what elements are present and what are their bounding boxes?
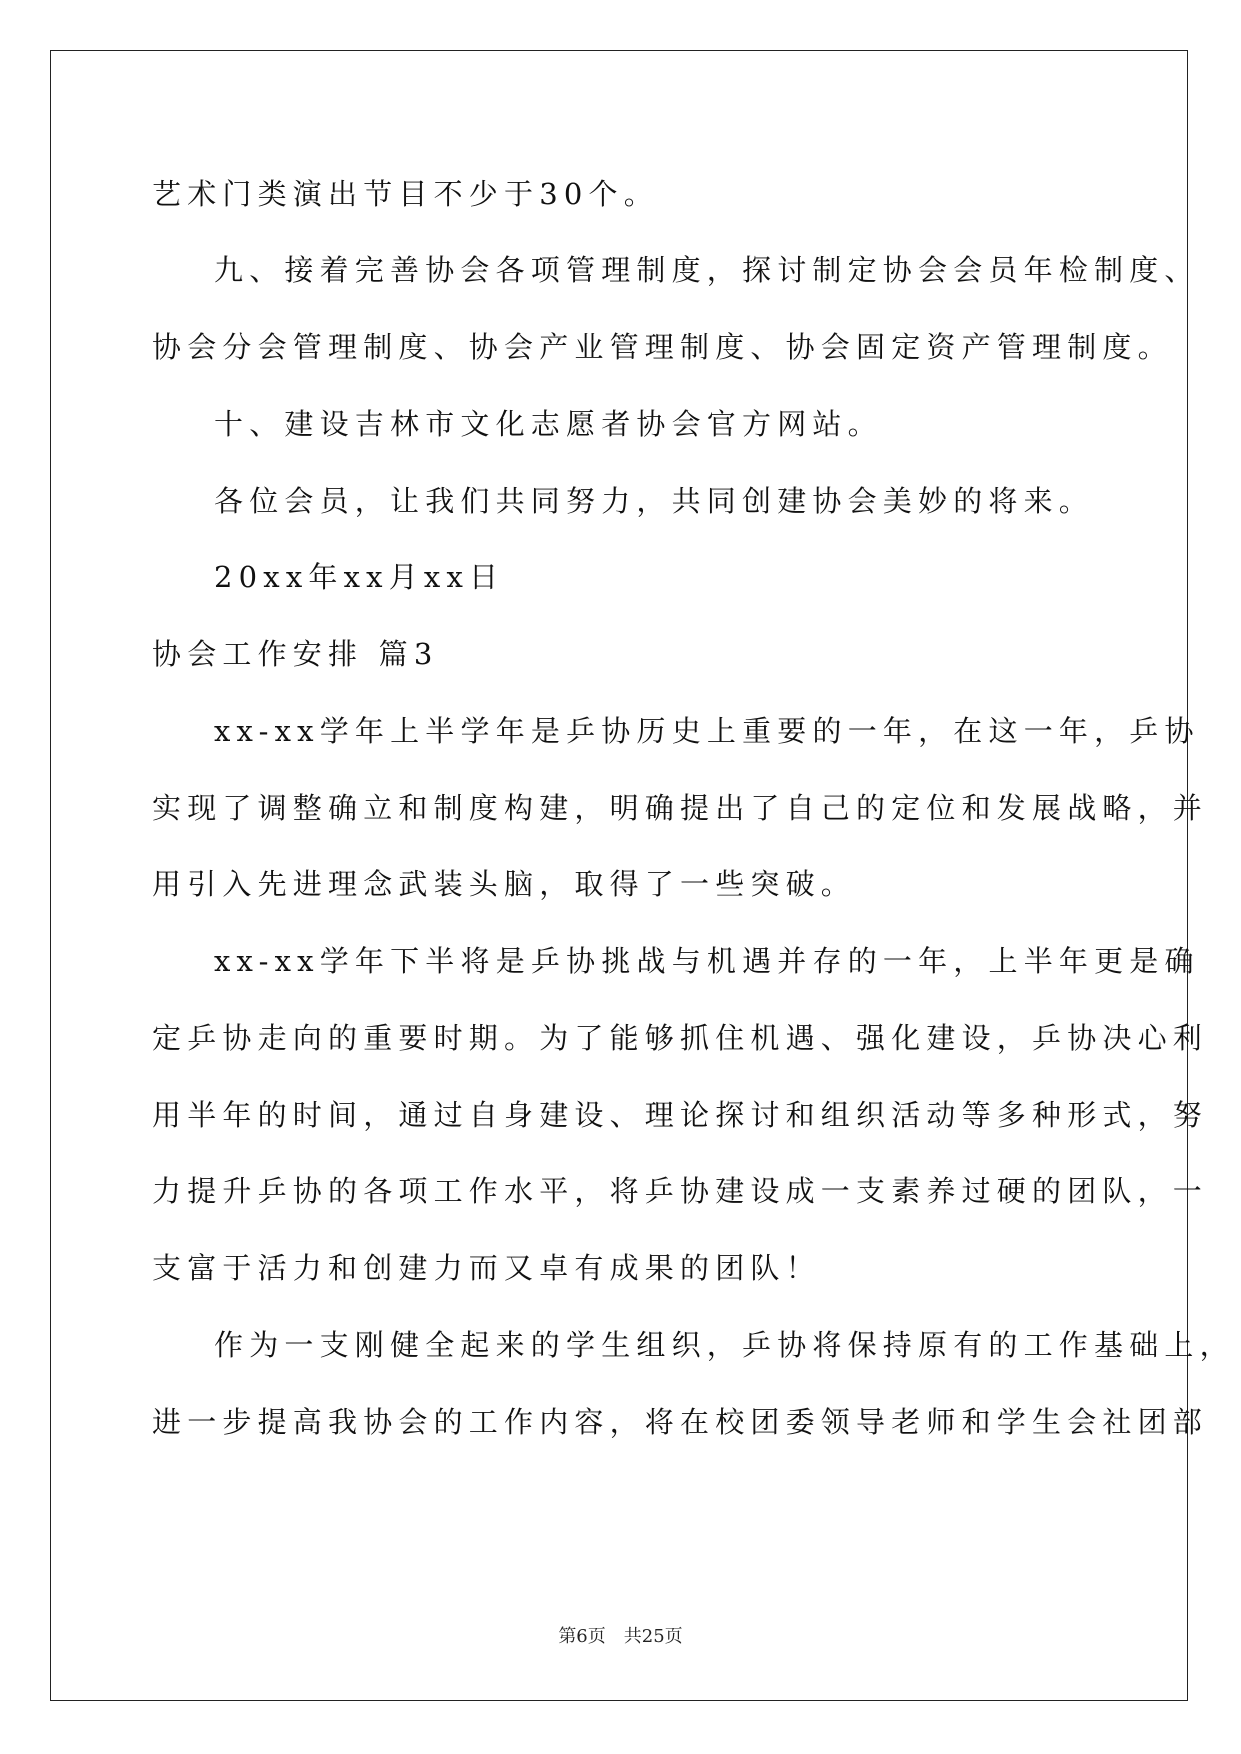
body-line-13: 用半年的时间，通过自身建设、理论探讨和组织活动等多种形式，努 <box>152 1098 1209 1132</box>
body-line-2: 九、接着完善协会各项管理制度，探讨制定协会会员年检制度、 <box>214 253 1200 287</box>
body-line-5: 各位会员，让我们共同努力，共同创建协会美妙的将来。 <box>214 484 1095 518</box>
body-line-14: 力提升乒协的各项工作水平，将乒协建设成一支素养过硬的团队，一 <box>152 1174 1209 1208</box>
body-line-17: 进一步提高我协会的工作内容，将在校团委领导老师和学生会社团部 <box>152 1405 1209 1439</box>
body-line-3: 协会分会管理制度、协会产业管理制度、协会固定资产管理制度。 <box>152 330 1173 364</box>
section-heading: 协会工作安排 篇3 <box>152 637 439 671</box>
body-line-1: 艺术门类演出节目不少于30个。 <box>152 177 659 211</box>
body-line-4: 十、建设吉林市文化志愿者协会官方网站。 <box>214 407 883 441</box>
body-line-12: 定乒协走向的重要时期。为了能够抓住机遇、强化建设，乒协决心利 <box>152 1021 1209 1055</box>
body-line-15: 支富于活力和创建力而又卓有成果的团队！ <box>152 1251 821 1285</box>
page-number: 第6页 <box>558 1626 606 1647</box>
date-line: 20xx年xx月xx日 <box>214 560 505 594</box>
body-line-11: xx-xx学年下半将是乒协挑战与机遇并存的一年，上半年更是确 <box>214 944 1200 978</box>
body-line-10: 用引入先进理念武装头脑，取得了一些突破。 <box>152 867 857 901</box>
body-line-16: 作为一支刚健全起来的学生组织，乒协将保持原有的工作基础上， <box>214 1328 1235 1362</box>
body-line-9: 实现了调整确立和制度构建，明确提出了自己的定位和发展战略，并 <box>152 791 1209 825</box>
body-line-8: xx-xx学年上半学年是乒协历史上重要的一年，在这一年，乒协 <box>214 714 1200 748</box>
page-footer <box>0 1626 1241 1648</box>
page-total: 共25页 <box>623 1626 683 1647</box>
